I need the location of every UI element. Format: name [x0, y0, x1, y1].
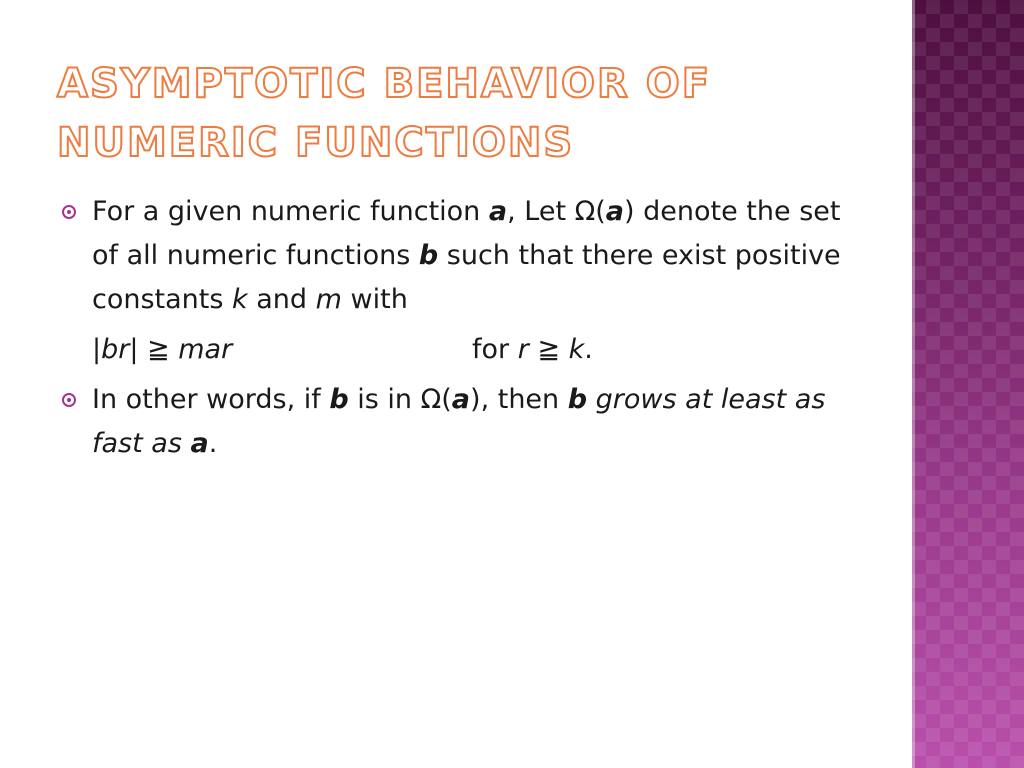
radio-bullet-icon [62, 393, 76, 407]
bullet-point-2 [62, 378, 862, 466]
bullet2-italic-text: grows at least as fast as [92, 384, 826, 459]
formula-var: mar [178, 334, 233, 365]
formula-text: . [584, 334, 593, 365]
formula-var: k [568, 334, 585, 365]
var-b: b [329, 384, 349, 415]
formula-text: ≧ [528, 334, 569, 365]
decorative-side-band [912, 0, 1024, 768]
formula-text: | ≧ [129, 334, 179, 365]
bullet1-text: such that there exist positive constants [92, 240, 841, 315]
bullet2-text: In other words, if [92, 384, 330, 415]
bullet1-text: with [341, 284, 408, 315]
bullet1-text: , Let Ω( [507, 196, 606, 227]
bullet2-text: is in Ω( [348, 384, 452, 415]
var-a: a [190, 428, 209, 459]
inequality-formula [62, 328, 862, 372]
formula-var: br [101, 334, 130, 365]
radio-bullet-icon [62, 205, 76, 219]
var-k: k [232, 284, 248, 315]
var-a: a [605, 196, 625, 227]
title-line-1: ASYMPTOTIC BEHAVIOR OF [57, 61, 712, 107]
formula-text: for [472, 334, 518, 365]
var-a: a [488, 196, 508, 227]
formula-left [92, 328, 232, 372]
bullet1-text: ) denote the set of all numeric functions [92, 196, 841, 271]
slide-title [57, 55, 877, 173]
var-m: m [315, 284, 342, 315]
title-line-2: NUMERIC FUNCTIONS [57, 120, 575, 166]
formula-right [472, 328, 593, 372]
var-b: b [567, 384, 588, 415]
formula-var: r [517, 334, 529, 365]
var-a: a [451, 384, 471, 415]
bullet2-text: ), then [470, 384, 568, 415]
bullet-point-1 [62, 190, 862, 322]
bullet1-text: For a given numeric function [92, 196, 489, 227]
var-b: b [418, 240, 439, 271]
slide-body [62, 190, 862, 466]
bullet1-text: and [247, 284, 316, 315]
formula-text: | [92, 334, 102, 365]
bullet2-text: . [208, 428, 218, 459]
